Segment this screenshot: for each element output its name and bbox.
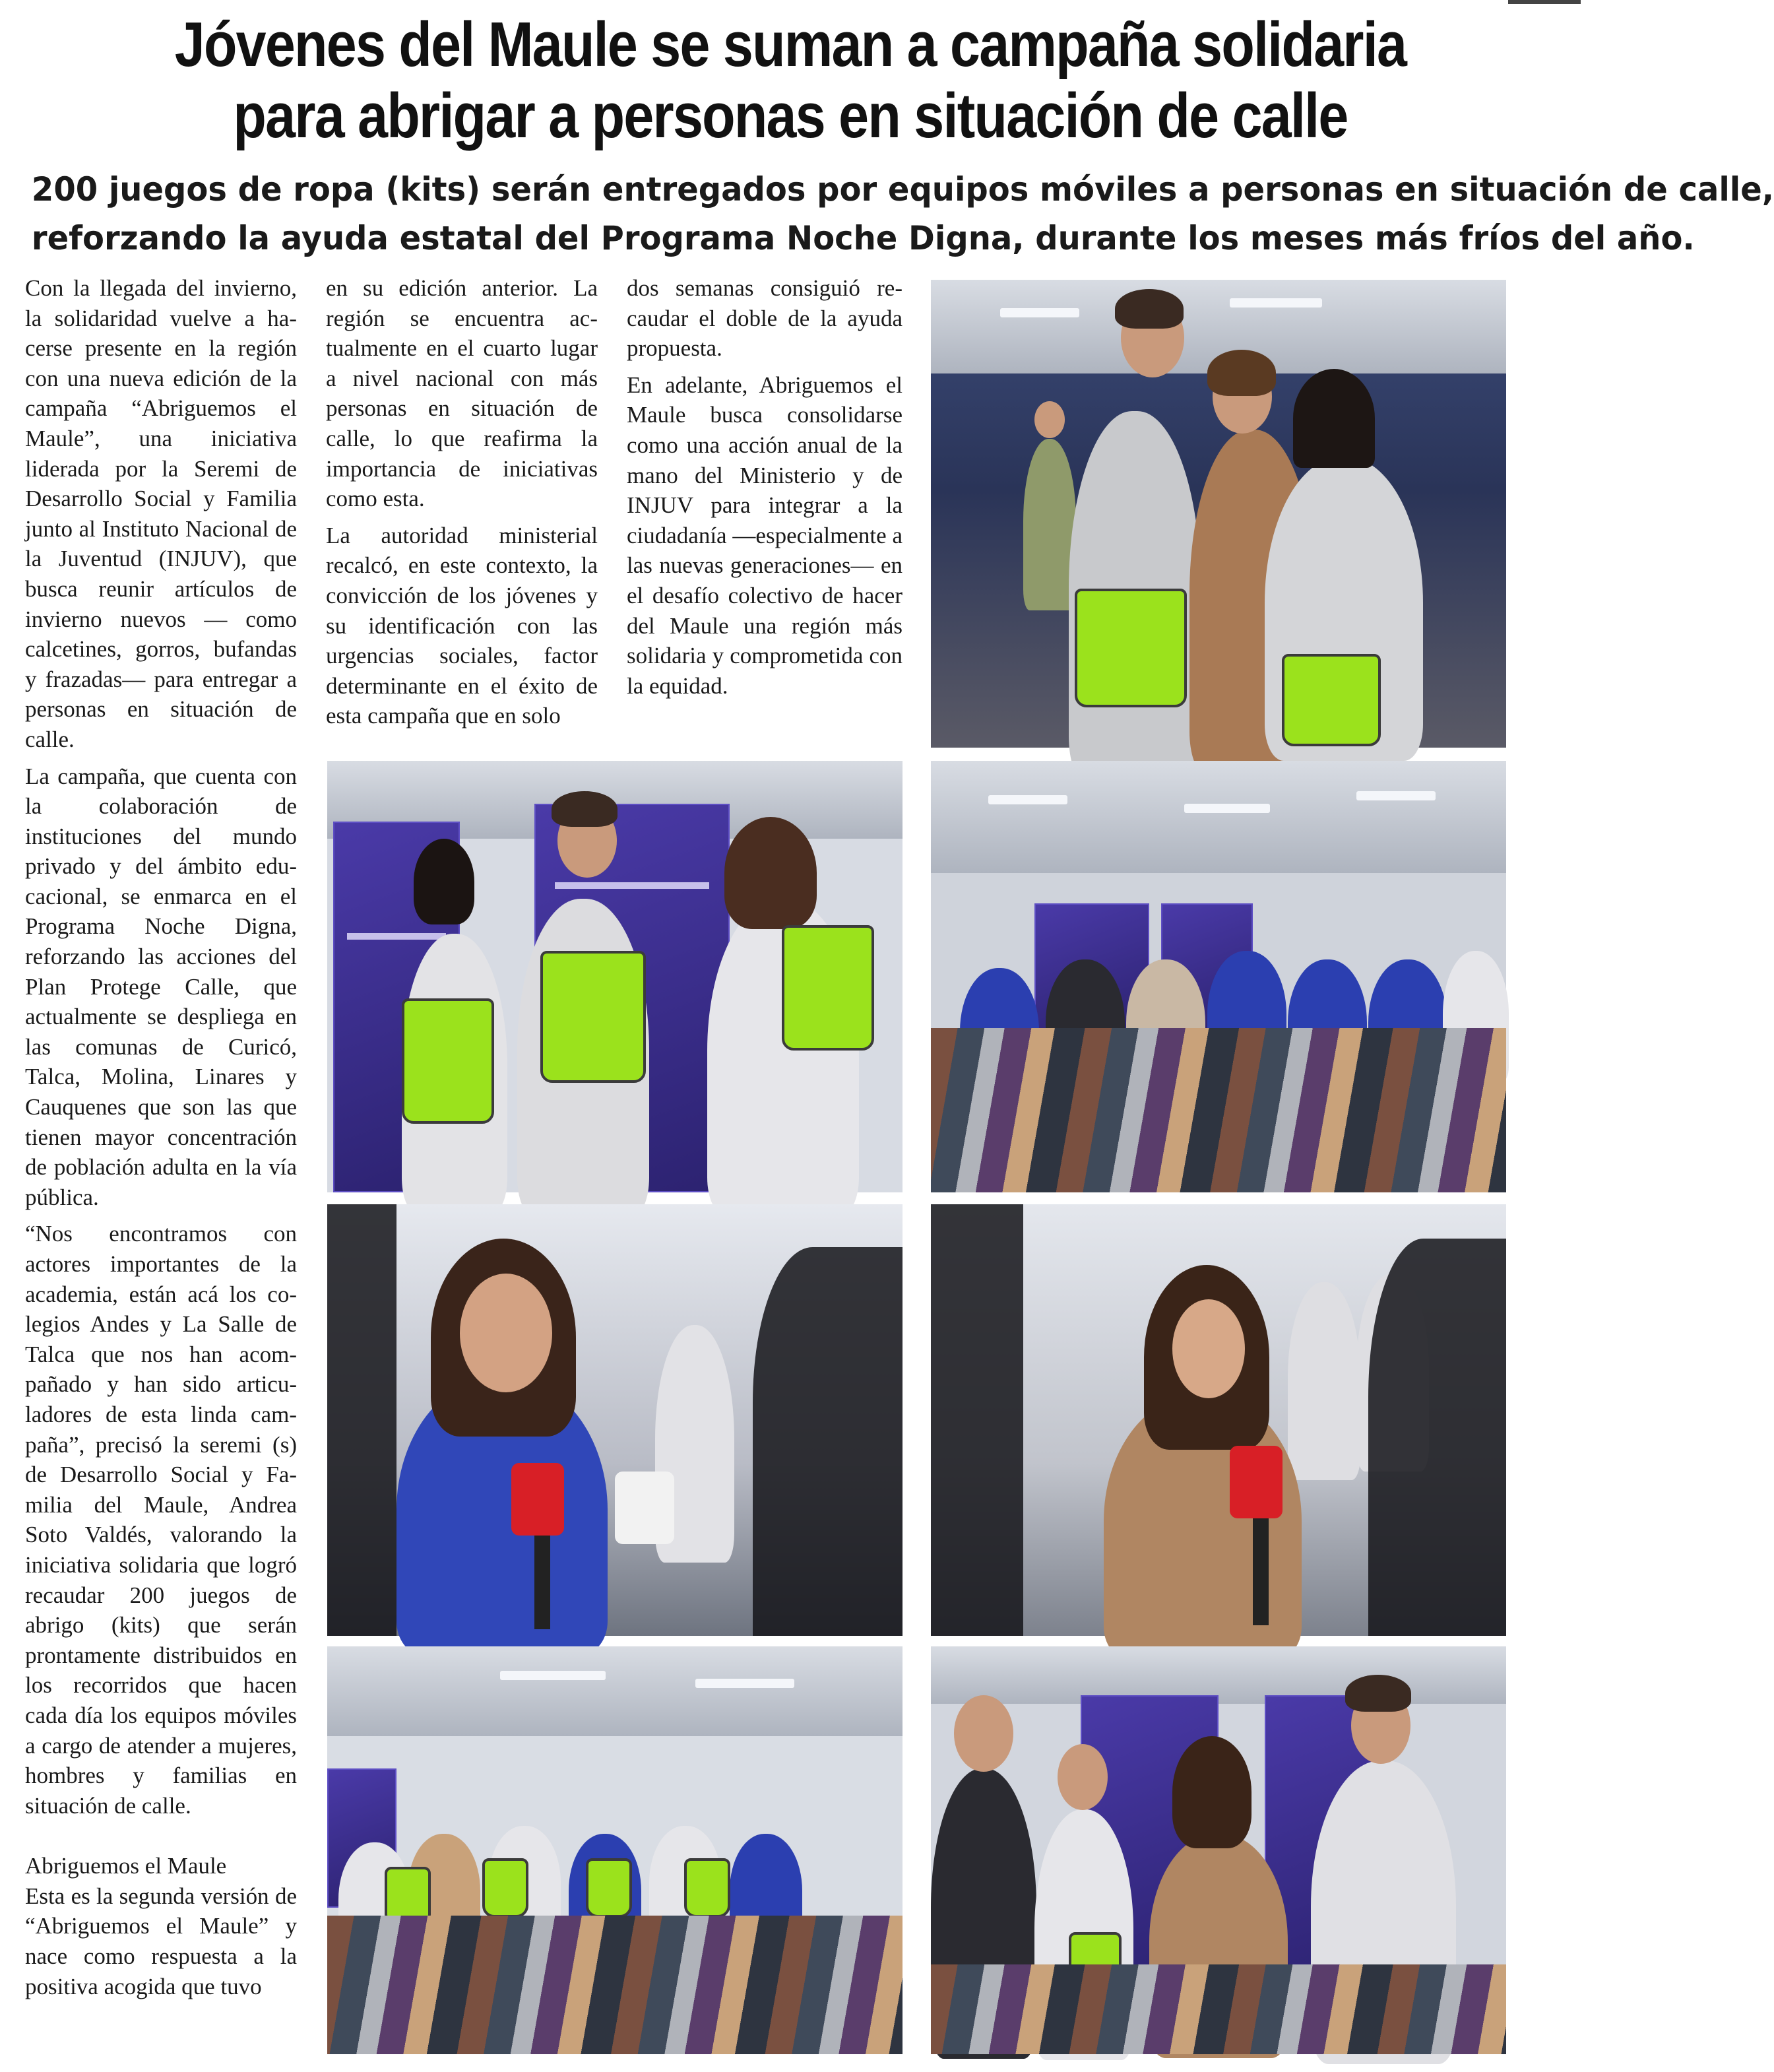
photo-group-bags-table: [327, 1646, 903, 2054]
photo-youths-with-bags: [931, 280, 1506, 748]
subheadline: [31, 165, 1774, 263]
headline: [111, 9, 1471, 152]
article-column-2: [326, 273, 598, 738]
headline-line-1: Jóvenes del Maule se suman a campaña solidaria: [174, 9, 1407, 80]
section-subheading: Abriguemos el Maule: [25, 1853, 227, 1879]
photo-officials-with-students: [931, 1646, 1506, 2054]
article-column-1: [25, 273, 297, 2008]
paragraph: dos semanas consiguió recaudar el doble de la ayuda propuesta.: [627, 275, 903, 362]
paragraph: En adelante, Abriguemos el Maule busca consolidarse como una acción anual de la mano del Ministerio y de INJUV para integrar a la ciudadanía —especialmente a las nuevas generaciones— en el desafío colectivo de hacer del Maule una región más solidaria y comprometida con la equidad.: [627, 372, 903, 699]
paragraph: Esta es la segunda versión de “Abriguemos el Maule” y nace como respuesta a la positiva acogida que tuvo: [25, 1883, 297, 1999]
paragraph: La campaña, que cuenta con la colaboración de instituciones del mundo privado y del ámbito educacional, se enmarca en el Programa Noche Digna, reforzando las acciones del Plan Protege Calle, que actualmente se despliega en las comunas de Curicó, Talca, Molina, Linares y Cauquenes que son las que tienen mayor concentración de población adulta en la vía pública.: [25, 763, 297, 1210]
paragraph: en su edición anterior. La región se encuentra actualmente en el cuarto lugar a nivel nacional con más personas en situación de calle, lo que reafirma la importancia de iniciativas como esta.: [326, 275, 598, 512]
photo-girl-interview: [327, 1204, 903, 1636]
photo-group-clothing-table: [931, 761, 1506, 1192]
top-rule: [1508, 0, 1581, 4]
photo-three-youths-holding-bags: [327, 761, 903, 1192]
subheadline-line-2: reforzando la ayuda estatal del Programa Noche Digna, durante los meses más fríos del año.: [31, 219, 1695, 257]
article-column-3: [627, 273, 903, 707]
paragraph: “Nos encontramos con actores importantes de la academia, están acá los colegios Andes y La Salle de Talca que nos han acompañado y han sido articuladores de esta linda campaña”, precisó la seremi (s) de Desarrollo Social y Familia del Maule, Andrea Soto Valdés, valorando la iniciativa solidaria que logró recaudar 200 juegos de abrigo (kits) que serán prontamente distribuidos en los recorridos que hacen cada día los equipos móviles a cargo de atender a mujeres, hombres y familias en situación de calle.: [25, 1221, 297, 1819]
photo-woman-interview: [931, 1204, 1506, 1636]
subheadline-line-1: 200 juegos de ropa (kits) serán entregados por equipos móviles a personas en situación de calle,: [31, 170, 1774, 209]
paragraph: La autoridad ministerial recalcó, en este contexto, la convicción de los jóvenes y su identificación con las urgencias sociales, factor determinante en el éxito de esta campaña que en solo: [326, 522, 598, 729]
paragraph: Con la llegada del invierno, la solidaridad vuelve a hacerse presente en la región con una nueva edición de la campaña “Abriguemos el Maule”, una iniciativa liderada por la Seremi de Desarrollo Social y Familia junto al Instituto Nacional de la Juventud (INJUV), que busca reunir artículos de invierno nuevos — como calcetines, gorros, bufandas y frazadas— para entregar a personas en situación de calle.: [25, 275, 297, 752]
headline-line-2: para abrigar a personas en situación de calle: [233, 81, 1348, 151]
